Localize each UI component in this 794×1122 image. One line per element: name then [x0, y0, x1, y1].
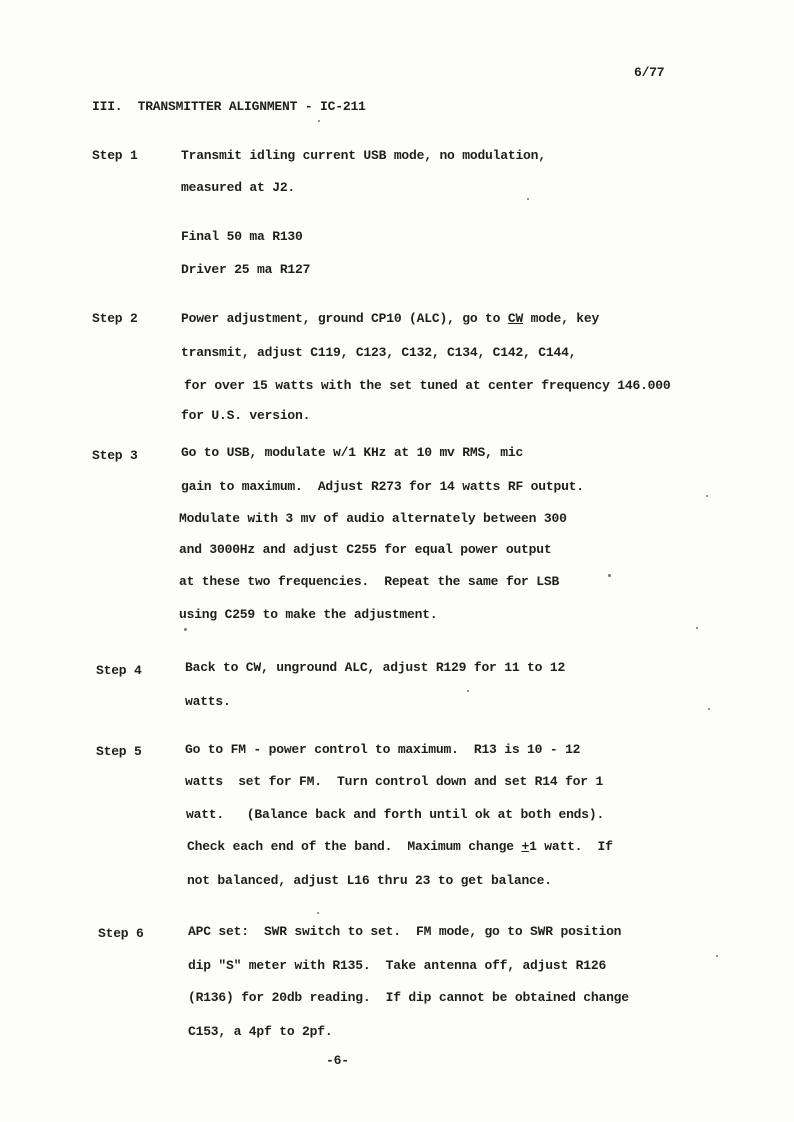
step-text-line: Driver 25 ma R127: [181, 262, 311, 277]
scan-speck: [708, 708, 710, 710]
step-text-line: Go to USB, modulate w/1 KHz at 10 mv RMS, mic: [181, 445, 524, 460]
step-text-line: C153, a 4pf to 2pf.: [188, 1024, 333, 1039]
step-text-segment: Power adjustment, ground CP10 (ALC), go to: [181, 311, 508, 326]
step-text-line: watts set for FM. Turn control down and set R14 for 1: [185, 774, 604, 789]
page-reference: 6/77: [634, 65, 665, 80]
scan-speck: [317, 912, 319, 914]
step-text-line: dip "S" meter with R135. Take antenna off, adjust R126: [188, 958, 607, 973]
scan-speck: [527, 198, 529, 200]
scan-speck: [716, 955, 718, 957]
step-text-line: measured at J2.: [181, 180, 296, 195]
step-label: Step 5: [96, 744, 142, 759]
plus-minus-sign: +: [521, 839, 530, 854]
step-label: Step 1: [92, 148, 138, 163]
step-label: Step 4: [96, 663, 142, 678]
step-text-line: Transmit idling current USB mode, no modulation,: [181, 148, 546, 163]
step-text-line: Back to CW, unground ALC, adjust R129 for 11 to 12: [185, 660, 566, 675]
step-text-line: APC set: SWR switch to set. FM mode, go to SWR position: [188, 924, 622, 939]
scan-speck: [318, 120, 320, 122]
step-text-line: at these two frequencies. Repeat the same for LSB: [179, 574, 560, 589]
section-title: III. TRANSMITTER ALIGNMENT - IC-211: [92, 99, 366, 114]
step-text-line: Modulate with 3 mv of audio alternately between 300: [179, 511, 567, 526]
step-text-line: not balanced, adjust L16 thru 23 to get balance.: [187, 873, 552, 888]
step-label: Step 2: [92, 311, 138, 326]
step-text-line: and 3000Hz and adjust C255 for equal power output: [179, 542, 552, 557]
scan-speck: [696, 627, 698, 629]
scan-speck: [706, 495, 708, 497]
step-text-line: Go to FM - power control to maximum. R13 is 10 - 12: [185, 742, 581, 757]
step-text-segment: Check each end of the band. Maximum change: [187, 839, 522, 854]
step-text-segment: 1 watt. If: [529, 839, 613, 854]
step-label: Step 6: [98, 926, 144, 941]
scan-speck: [467, 690, 469, 692]
page-number: -6-: [326, 1053, 349, 1068]
step-text-line: for over 15 watts with the set tuned at center frequency 146.000: [184, 378, 671, 393]
scan-speck: [184, 628, 187, 631]
step-text-line: for U.S. version.: [181, 408, 311, 423]
step-text-line: (R136) for 20db reading. If dip cannot be obtained change: [188, 990, 629, 1005]
step-text-line: transmit, adjust C119, C123, C132, C134, C142, C144,: [181, 345, 577, 360]
step-text-line: watt. (Balance back and forth until ok at both ends).: [186, 807, 605, 822]
step-text-line: [181, 310, 599, 328]
step-label: Step 3: [92, 448, 138, 463]
underlined-mode: CW: [507, 311, 524, 326]
step-text-segment: mode, key: [523, 311, 600, 326]
scan-speck: [608, 574, 611, 577]
step-text-line: watts.: [185, 694, 231, 709]
step-text-line: [187, 838, 613, 856]
step-text-line: using C259 to make the adjustment.: [179, 607, 438, 622]
step-text-line: gain to maximum. Adjust R273 for 14 watts RF output.: [181, 479, 584, 494]
step-text-line: Final 50 ma R130: [181, 229, 303, 244]
